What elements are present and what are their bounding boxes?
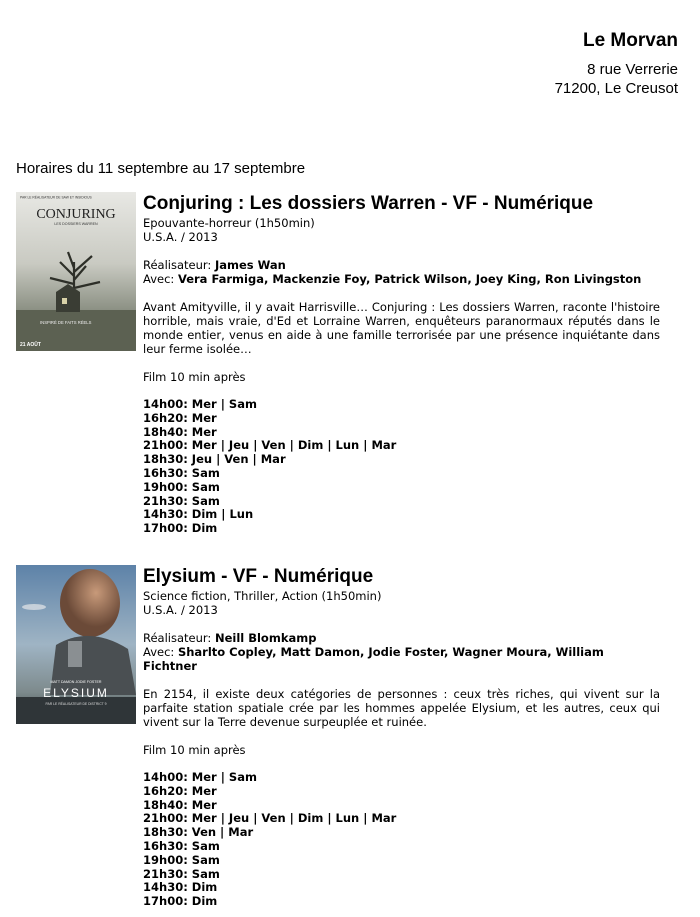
showtime-row: 14h00: Mer | Sam	[143, 770, 257, 784]
showtime-row: 18h40: Mer	[143, 797, 217, 812]
film-cast	[143, 645, 660, 673]
cast-names: Sharlto Copley, Matt Damon, Jodie Foster, Wagner Moura, William Fichtner	[143, 645, 604, 673]
film-synopsis: Avant Amityville, il y avait Harrisville… Conjuring : Les dossiers Warren, raconte l'histoire horrible, mais vraie, d'Ed et Lorraine Warren, enquêteurs paranormaux réputés dans le monde entier, venus en aide à une famille terrorisée par une présence inquiétante dans leur ferme isolée…	[143, 300, 660, 356]
director-name: Neill Blomkamp	[214, 631, 317, 645]
film-synopsis: En 2154, il existe deux catégories de personnes : ceux très riches, qui vivent sur la parfaite station spatiale crée par les hommes appelée Elysium, et les autres, ceux qui vivent sur la Terre devenue surpeuplée et ruinée.	[143, 687, 660, 729]
film-genre: Epouvante-horreur (1h50min)	[143, 216, 315, 230]
showtimes-list	[143, 771, 660, 909]
film-info	[143, 192, 660, 536]
film-cast	[143, 272, 660, 286]
poster-conjuring-date: 21 AOÛT	[20, 342, 41, 348]
poster-elysium-art	[16, 565, 136, 724]
poster-conjuring-caption: INSPIRÉ DE FAITS RÉELS	[40, 320, 92, 325]
director-name: James Wan	[214, 258, 286, 272]
showtime-row: 16h30: Sam	[143, 465, 220, 480]
cinema-address	[555, 60, 678, 98]
showtime-row: 18h30: Jeu | Ven | Mar	[143, 452, 286, 467]
showtime-row: 21h30: Sam	[143, 866, 220, 881]
film-genre: Science fiction, Thriller, Action (1h50min)	[143, 589, 382, 603]
film-note: Film 10 min après	[143, 743, 246, 757]
film-title: Conjuring : Les dossiers Warren - VF - Numérique	[143, 193, 594, 214]
schedule-period: Horaires du 11 septembre au 17 septembre	[16, 160, 306, 177]
cinema-city: 71200, Le Creusot	[554, 80, 678, 97]
director-label: Réalisateur:	[143, 631, 212, 645]
showtime-row: 14h00: Mer | Sam	[143, 397, 257, 411]
cast-label: Avec:	[143, 272, 175, 286]
cinema-street: 8 rue Verrerie	[587, 61, 678, 78]
film-director	[143, 631, 660, 645]
cast-names: Vera Farmiga, Mackenzie Foy, Patrick Wilson, Joey King, Ron Livingston	[177, 272, 642, 286]
showtime-row: 19h00: Sam	[143, 479, 220, 494]
showtime-row: 21h30: Sam	[143, 493, 220, 508]
director-label: Réalisateur:	[143, 258, 212, 272]
poster-conjuring-art	[16, 192, 136, 351]
showtimes-list	[143, 398, 660, 536]
showtime-row: 16h30: Sam	[143, 838, 220, 853]
poster-elysium-title: ELYSIUM	[43, 686, 109, 700]
poster-conjuring-tagline: PAR LE RÉALISATEUR DE SAW ET INSIDIOUS	[20, 195, 92, 200]
cinema-name: Le Morvan	[582, 30, 678, 51]
film-director	[143, 258, 660, 272]
showtime-row: 19h00: Sam	[143, 852, 220, 867]
cast-label: Avec:	[143, 645, 175, 659]
film-info	[143, 565, 660, 909]
poster-conjuring-title: CONJURING	[36, 207, 116, 222]
showtime-row: 21h00: Mer | Jeu | Ven | Dim | Lun | Mar	[143, 811, 397, 826]
showtime-row: 16h20: Mer	[143, 783, 217, 798]
showtime-row: 17h00: Dim	[143, 894, 218, 909]
film-poster-conjuring	[16, 192, 136, 351]
film-title: Elysium - VF - Numérique	[143, 566, 374, 587]
poster-conjuring-subtitle: LES DOSSIERS WARREN	[54, 222, 98, 226]
showtime-row: 21h00: Mer | Jeu | Ven | Dim | Lun | Mar	[143, 438, 397, 453]
film-poster-elysium	[16, 565, 136, 724]
poster-elysium-caption: PAR LE RÉALISATEUR DE DISTRICT 9	[45, 702, 107, 706]
showtime-row: 18h40: Mer	[143, 424, 217, 439]
showtime-row: 16h20: Mer	[143, 410, 217, 425]
showtime-row: 17h00: Dim	[143, 521, 218, 536]
poster-elysium-names: MATT DAMON JODIE FOSTER	[50, 680, 102, 684]
film-origin: U.S.A. / 2013	[143, 230, 218, 244]
cinema-header	[555, 30, 678, 98]
showtime-row: 18h30: Ven | Mar	[143, 825, 254, 840]
film-note: Film 10 min après	[143, 370, 246, 384]
showtime-row: 14h30: Dim	[143, 880, 218, 895]
showtime-row: 14h30: Dim | Lun	[143, 507, 254, 522]
film-origin: U.S.A. / 2013	[143, 603, 218, 617]
